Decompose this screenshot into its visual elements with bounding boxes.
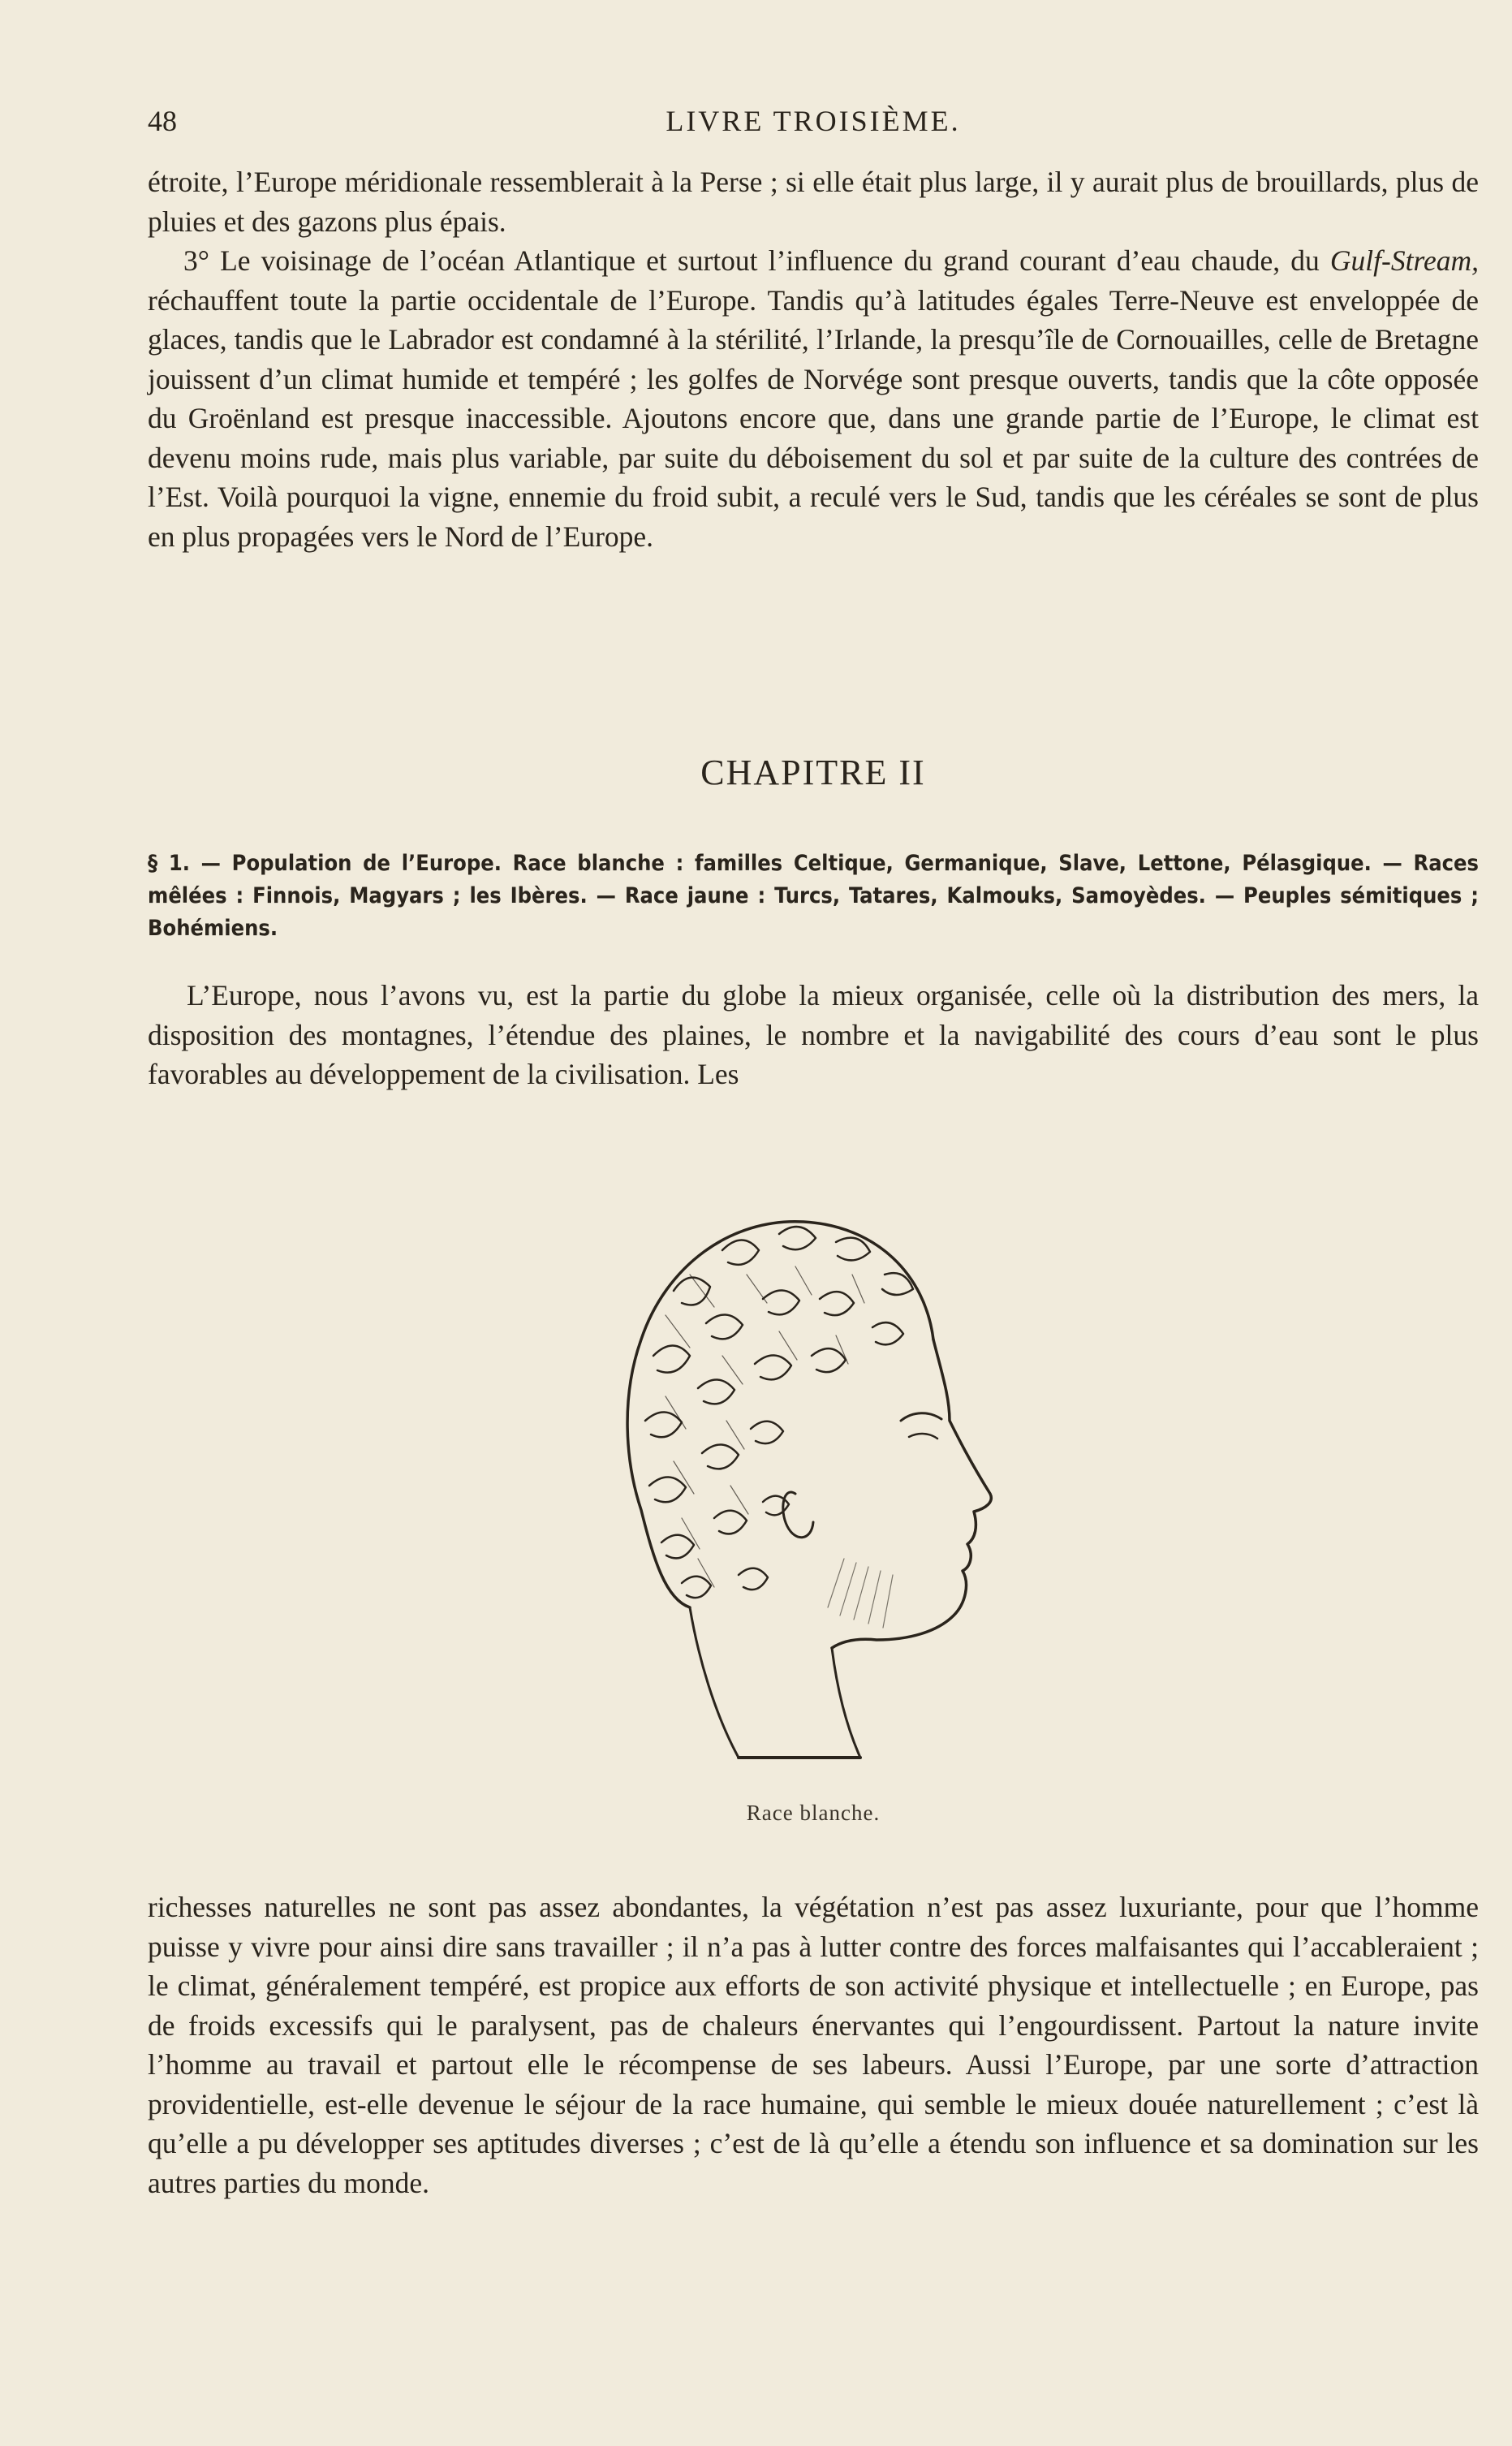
running-head: LIVRE TROISIÈME. <box>666 105 961 137</box>
classical-head-illustration <box>552 1153 1039 1778</box>
figure-race-blanche <box>552 1153 1039 1778</box>
top-text-block <box>148 162 1479 556</box>
paragraph-climate-width: étroite, l’Europe méridionale ressemblerait à la Perse ; si elle était plus large, il y aurait plus de brouillards, plus de pluies et des gazons plus épais. <box>148 166 1479 238</box>
page-number: 48 <box>148 105 177 137</box>
paragraph-gulf-stream <box>148 241 1479 556</box>
paragraph-natural-riches: richesses naturelles ne sont pas assez abondantes, la végétation n’est pas assez luxuriante, pour que l’homme puisse y vivre pour ainsi dire sans travailler ; il n’a pas à lutter contre des forces malfaisantes qui l’accableraient ; le climat, généralement tempéré, est propice aux efforts de son activité physique et intellectuelle ; en Europe, pas de froids excessifs qui le paralysent, pas de chaleurs énervantes qui l’engourdissent. Partout la nature invite l’homme au travail et partout elle le récompense de ses labeurs. Aussi l’Europe, par une sorte d’attraction providentielle, est-elle devenue le séjour de la race humaine, qui semble le mieux douée naturellement ; c’est là qu’elle a pu développer ses aptitudes diverses ; c’est de là qu’elle a étendu son influence et sa domination sur les autres parties du monde. <box>148 1891 1479 2199</box>
gulf-stream-text-end: réchauffent toute la partie occidentale de l’Europe. Tandis qu’à latitudes égales Terre-Neuve est enveloppée de glaces, tandis que le Labrador est condamné à la stérilité, l’Irlande, la presqu’île de Cornouailles, celle de Bretagne jouissent d’un climat humide et tempéré ; les golfes de Norvége sont presque ouverts, tandis que la côte opposée du Groënland est presque inaccessible. Ajoutons encore que, dans une grande partie de l’Europe, le climat est devenu moins rude, mais plus variable, par suite du déboisement du sol et par suite de la culture des contrées de l’Est. Voilà pourquoi la vigne, ennemie du froid subit, a reculé vers le Sud, tandis que les céréales se sont de plus en plus propagées vers le Nord de l’Europe. <box>148 283 1479 553</box>
paragraph-europe-organisation: L’Europe, nous l’avons vu, est la partie du globe la mieux organisée, celle où la distribution des mers, la disposition des montagnes, l’étendue des plaines, le nombre et la navigabilité des cours d’eau sont le plus favorables au développement de la civilisation. Les <box>148 979 1479 1090</box>
chapter-title: CHAPITRE II <box>700 753 926 792</box>
gulf-stream-emphasis: Gulf-Stream, <box>1329 244 1479 277</box>
figure-caption: Race blanche. <box>746 1801 881 1825</box>
page-header <box>148 104 1479 145</box>
chapter-summary: § 1. — Population de l’Europe. Race blanche : familles Celtique, Germanique, Slave, Lettone, Pélasgique. — Races mêlées : Finnois, Magyars ; les Ibères. — Race jaune : Turcs, Tatares, Kalmouks, Samoyèdes. — Peuples sémitiques ; Bohémiens. <box>148 851 1479 941</box>
lower-text-block <box>148 1887 1479 2202</box>
gulf-stream-text-start: 3° Le voisinage de l’océan Atlantique et surtout l’influence du grand courant d’eau chaude, du <box>183 244 1330 277</box>
intro-text-block <box>148 976 1479 1094</box>
